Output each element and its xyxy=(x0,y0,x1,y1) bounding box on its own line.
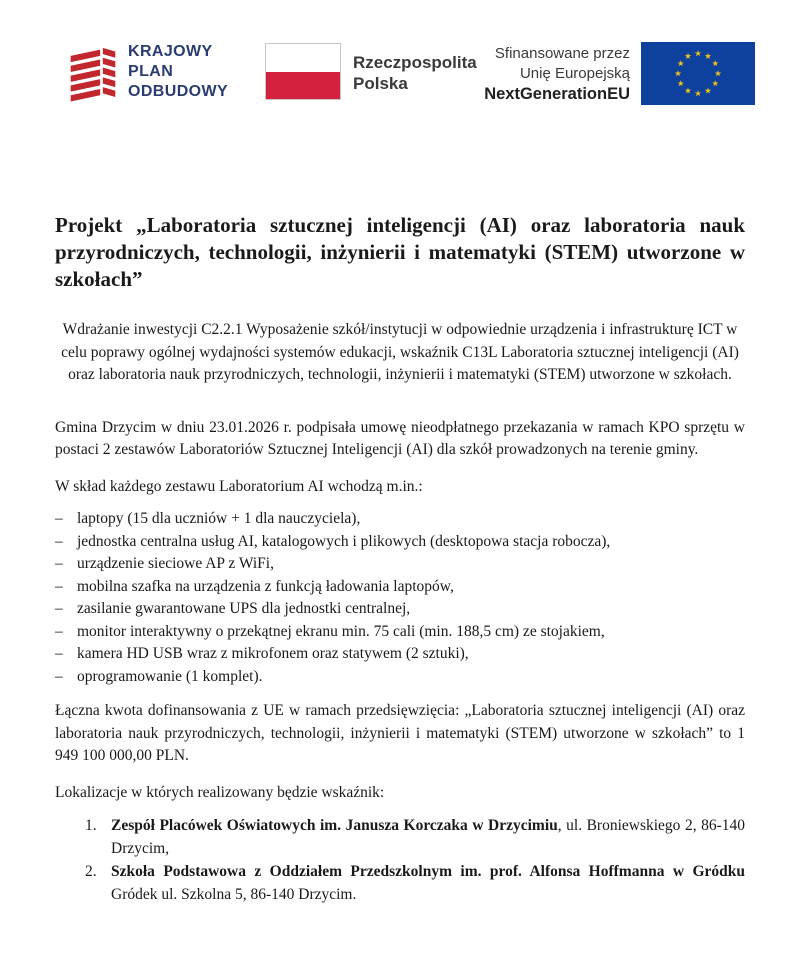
eu-funding-line2: Unię Europejską xyxy=(519,65,630,82)
dash-bullet: – xyxy=(55,555,63,572)
poland-flag-red-stripe xyxy=(266,72,340,100)
eu-funding-line1: Sfinansowane przez xyxy=(494,45,630,62)
dash-bullet: – xyxy=(55,600,63,617)
kpo-wordmark-line1: KRAJOWY xyxy=(128,43,213,60)
location-address: Gródek ul. Szkolna 5, 86-140 Drzycim. xyxy=(111,886,357,903)
logo-header xyxy=(0,0,800,140)
document-title: Projekt „Laboratoria sztucznej inteligencji (AI) oraz laboratoria nauk przyrodniczych, technologii, inżynierii i matematyki (STEM) utworzone w szkołach” xyxy=(55,213,745,291)
equipment-list-item-text: zasilanie gwarantowane UPS dla jednostki centralnej, xyxy=(77,600,411,617)
kpo-logo xyxy=(68,40,228,104)
location-text xyxy=(111,814,745,860)
equipment-list xyxy=(55,508,745,688)
location-list-item xyxy=(85,860,745,906)
kpo-wordmark xyxy=(128,42,228,102)
location-text xyxy=(111,860,745,906)
eu-funding-caption xyxy=(430,44,630,104)
locations-list xyxy=(85,814,745,906)
equipment-list-item xyxy=(55,666,745,689)
document-body xyxy=(0,212,800,906)
equipment-list-item xyxy=(55,598,745,621)
poland-wordmark-line2: Polska xyxy=(353,74,408,93)
equipment-list-item xyxy=(55,531,745,554)
kpo-wordmark-line2: PLAN xyxy=(128,63,174,80)
location-list-item xyxy=(85,814,745,860)
location-address: , ul. Broniewskiego 2, 86-140 Drzycim, xyxy=(111,817,745,857)
equipment-list-item-text: mobilna szafka na urządzenia z funkcją ładowania laptopów, xyxy=(77,577,454,595)
kpo-wordmark-line3: ODBUDOWY xyxy=(128,83,229,100)
location-number: 2. xyxy=(85,863,97,880)
paragraph-funding-amount: Łączna kwota dofinansowania z UE w ramach przedsięwzięcia: „Laboratoria sztucznej inteligencji (AI) oraz laboratoria nauk przyrodniczych, technologii, inżynierii i matematyki (STEM) utworzone w szkołach” to 1 949 100 000,00 PLN. xyxy=(55,702,745,764)
kpo-building-icon xyxy=(68,40,118,104)
equipment-list-item xyxy=(55,553,745,576)
equipment-list-item xyxy=(55,576,745,599)
equipment-list-item xyxy=(55,643,745,666)
location-name: Zespół Placówek Oświatowych im. Janusza Korczaka w Drzycimiu xyxy=(111,817,558,834)
dash-bullet: – xyxy=(55,577,63,595)
dash-bullet: – xyxy=(55,510,63,527)
equipment-list-item-text: monitor interaktywny o przekątnej ekranu min. 75 cali (min. 188,5 cm) ze stojakiem, xyxy=(77,622,605,640)
dash-bullet: – xyxy=(55,667,63,685)
dash-bullet: – xyxy=(55,622,63,640)
paragraph-agreement: Gmina Drzycim w dniu 23.01.2026 r. podpisała umowę nieodpłatnego przekazania w ramach KPO sprzętu w postaci 2 zestawów Laboratoriów Sztucznej Inteligencji (AI) dla szkół prowadzonych na terenie gminy. xyxy=(55,418,745,458)
eu-funding-line3: NextGenerationEU xyxy=(484,85,630,103)
dash-bullet: – xyxy=(55,532,63,550)
eu-flag-icon xyxy=(641,42,755,105)
equipment-list-item xyxy=(55,508,745,531)
document-subtitle: Wdrażanie inwestycji C2.2.1 Wyposażenie szkół/instytucji w odpowiednie urządzenia i infrastrukturę ICT w celu poprawy ogólnej wydajności systemów edukacji, wskaźnik C13L Laboratoria sztucznej inteligencji (AI) oraz laboratoria nauk przyrodniczych, technologii, inżynierii i matematyki (STEM) utworzone w szkołach. xyxy=(61,321,739,383)
poland-wordmark-line1: Rzeczpospolita xyxy=(353,53,477,72)
equipment-list-item-text: kamera HD USB wraz z mikrofonem oraz statywem (2 sztuki), xyxy=(77,645,469,662)
equipment-list-intro: W skład każdego zestawu Laboratorium AI wchodzą m.in.: xyxy=(55,477,423,495)
dash-bullet: – xyxy=(55,645,63,662)
poland-flag-icon xyxy=(265,43,341,100)
locations-intro: Lokalizacje w których realizowany będzie wskaźnik: xyxy=(55,783,385,801)
equipment-list-item-text: jednostka centralna usług AI, katalogowych i plikowych (desktopowa stacja robocza), xyxy=(77,532,611,550)
equipment-list-item-text: laptopy (15 dla uczniów + 1 dla nauczyciela), xyxy=(77,510,361,527)
equipment-list-item xyxy=(55,621,745,644)
location-name: Szkoła Podstawowa z Oddziałem Przedszkolnym im. prof. Alfonsa Hoffmanna w Gródku xyxy=(111,863,745,880)
equipment-list-item-text: urządzenie sieciowe AP z WiFi, xyxy=(77,555,274,572)
location-number: 1. xyxy=(85,817,97,834)
equipment-list-item-text: oprogramowanie (1 komplet). xyxy=(77,667,263,685)
